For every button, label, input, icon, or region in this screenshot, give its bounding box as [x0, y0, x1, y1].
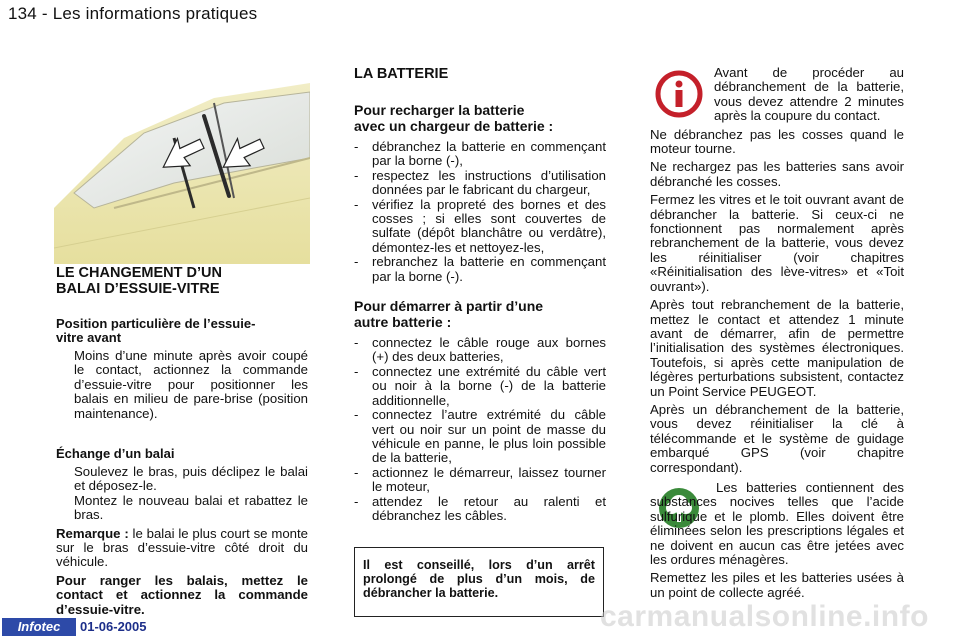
jumpstart-subheading: Pour démarrer à partir d’une autre batterie : — [354, 298, 544, 331]
wiper-exchange-subheading: Échange d’un balai — [56, 446, 175, 462]
list-item: - actionnez le démarreur, laissez tourner le moteur, — [354, 464, 606, 495]
wiper-section — [56, 265, 308, 617]
position-list — [56, 349, 308, 421]
list-item: - attendez le retour au ralenti et débranchez les câbles. — [354, 493, 606, 523]
list-item: - rebranchez la batterie en commençant par la borne (-). — [354, 254, 606, 284]
page-number: 134 — [8, 4, 37, 23]
advice-paragraph: Après tout rebranchement de la batterie, mettez le contact et attendez 1 minute avant de démarrer, afin de permettre l’initialisation des systèmes électroniques. Toutefois, si après cette manipulation de légères perturbations subsistent, contactez un Point Service PEUGEOT. — [650, 297, 904, 399]
wiper-illustration — [54, 78, 310, 264]
exchange-list — [56, 465, 308, 523]
battery-section — [354, 66, 606, 523]
advice-paragraph: Fermez les vitres et le toit ouvrant avant de débrancher la batterie. Si ceux-ci ne fonctionnent pas normalement après rebranchement de la batterie, vous devez les réinitialiser (voir chapitres «Réinitialisation des lève-vitres» et «Toit ouvrant»). — [650, 192, 904, 294]
battery-advice-column — [650, 66, 904, 475]
list-item: - respectez les instructions d’utilisation données par le fabricant du chargeur, — [354, 167, 606, 198]
header-separator: - — [41, 4, 48, 23]
battery-heading: LA BATTERIE — [354, 66, 449, 82]
jumpstart-list — [354, 336, 606, 523]
list-item: Soulevez le bras, puis déclipez le balai et déposez-le. — [74, 464, 308, 494]
environment-section — [650, 481, 904, 600]
battery-notice-text: Il est conseillé, lors d’un arrêt prolongé de plus d’un mois, de débrancher la batterie. — [363, 558, 595, 600]
wiper-heading: LE CHANGEMENT D’UN BALAI D’ESSUIE-VITRE — [56, 265, 222, 297]
info-note: Avant de procéder au débranchement de la batterie, vous devez attendre 2 minutes après la coupure du contact. — [714, 65, 904, 124]
footer-date: 01-06-2005 — [80, 619, 147, 634]
list-item: - connectez l’autre extrémité du câble vert ou noir sur un point de masse du véhicule en panne, le plus loin possible de la batterie, — [354, 407, 606, 466]
battery-notice-box — [354, 547, 604, 617]
recycling-note: Remettez les piles et les batteries usées à un point de collecte agréé. — [650, 570, 904, 600]
remark: Remarque : le balai le plus court se monte sur le bras d’essuie-vitre côté droit du véhicule. — [56, 525, 308, 570]
infotec-logo: Infotec — [2, 618, 76, 636]
closing-instruction: Pour ranger les balais, mettez le contact et actionnez la commande d’essuie-vitre. — [56, 572, 308, 617]
environment-note: Les batteries contiennent des substances nocives telles que l’acide sulfurique et le plomb. Elles doivent être éliminées selon les prescriptions légales et ne doivent en aucun cas être jetées avec les ordures ménagères. — [650, 480, 904, 568]
recharge-list — [354, 140, 606, 284]
list-item: Montez le nouveau balai et rabattez le bras. — [74, 492, 308, 523]
page-title: Les informations pratiques — [52, 4, 258, 23]
list-item: - connectez une extrémité du câble vert ou noir à la borne (-) de la batterie additionnelle, — [354, 363, 606, 408]
page-header — [8, 4, 257, 24]
list-item: Moins d’une minute après avoir coupé le contact, actionnez la commande d’essuie-vitre pour positionner les balais en milieu de pare-brise (position maintenance). — [74, 348, 308, 421]
recharge-subheading: Pour recharger la batterie avec un chargeur de batterie : — [354, 102, 554, 134]
list-item: - connectez le câble rouge aux bornes (+) des deux batteries, — [354, 335, 606, 365]
advice-paragraph: Ne débranchez pas les cosses quand le moteur tourne. — [650, 126, 904, 157]
advice-paragraph: Ne rechargez pas les batteries sans avoir débranché les cosses. — [650, 159, 904, 189]
wiper-position-subheading: Position particulière de l’essuie- vitre avant — [56, 316, 256, 345]
list-item: - vérifiez la propreté des bornes et des cosses ; si elles sont couvertes de sulfate (dépôt blanchâtre ou verdâtre), démontez-les et nettoyez-les, — [354, 196, 606, 255]
list-item: - débranchez la batterie en commençant par la borne (-), — [354, 139, 606, 169]
watermark: carmanualsonline.info — [600, 600, 929, 633]
advice-paragraph: Après un débranchement de la batterie, vous devez réinitialiser la clé à télécommande et le système de guidage embarqué GPS (voir chapitre correspondant). — [650, 401, 904, 475]
